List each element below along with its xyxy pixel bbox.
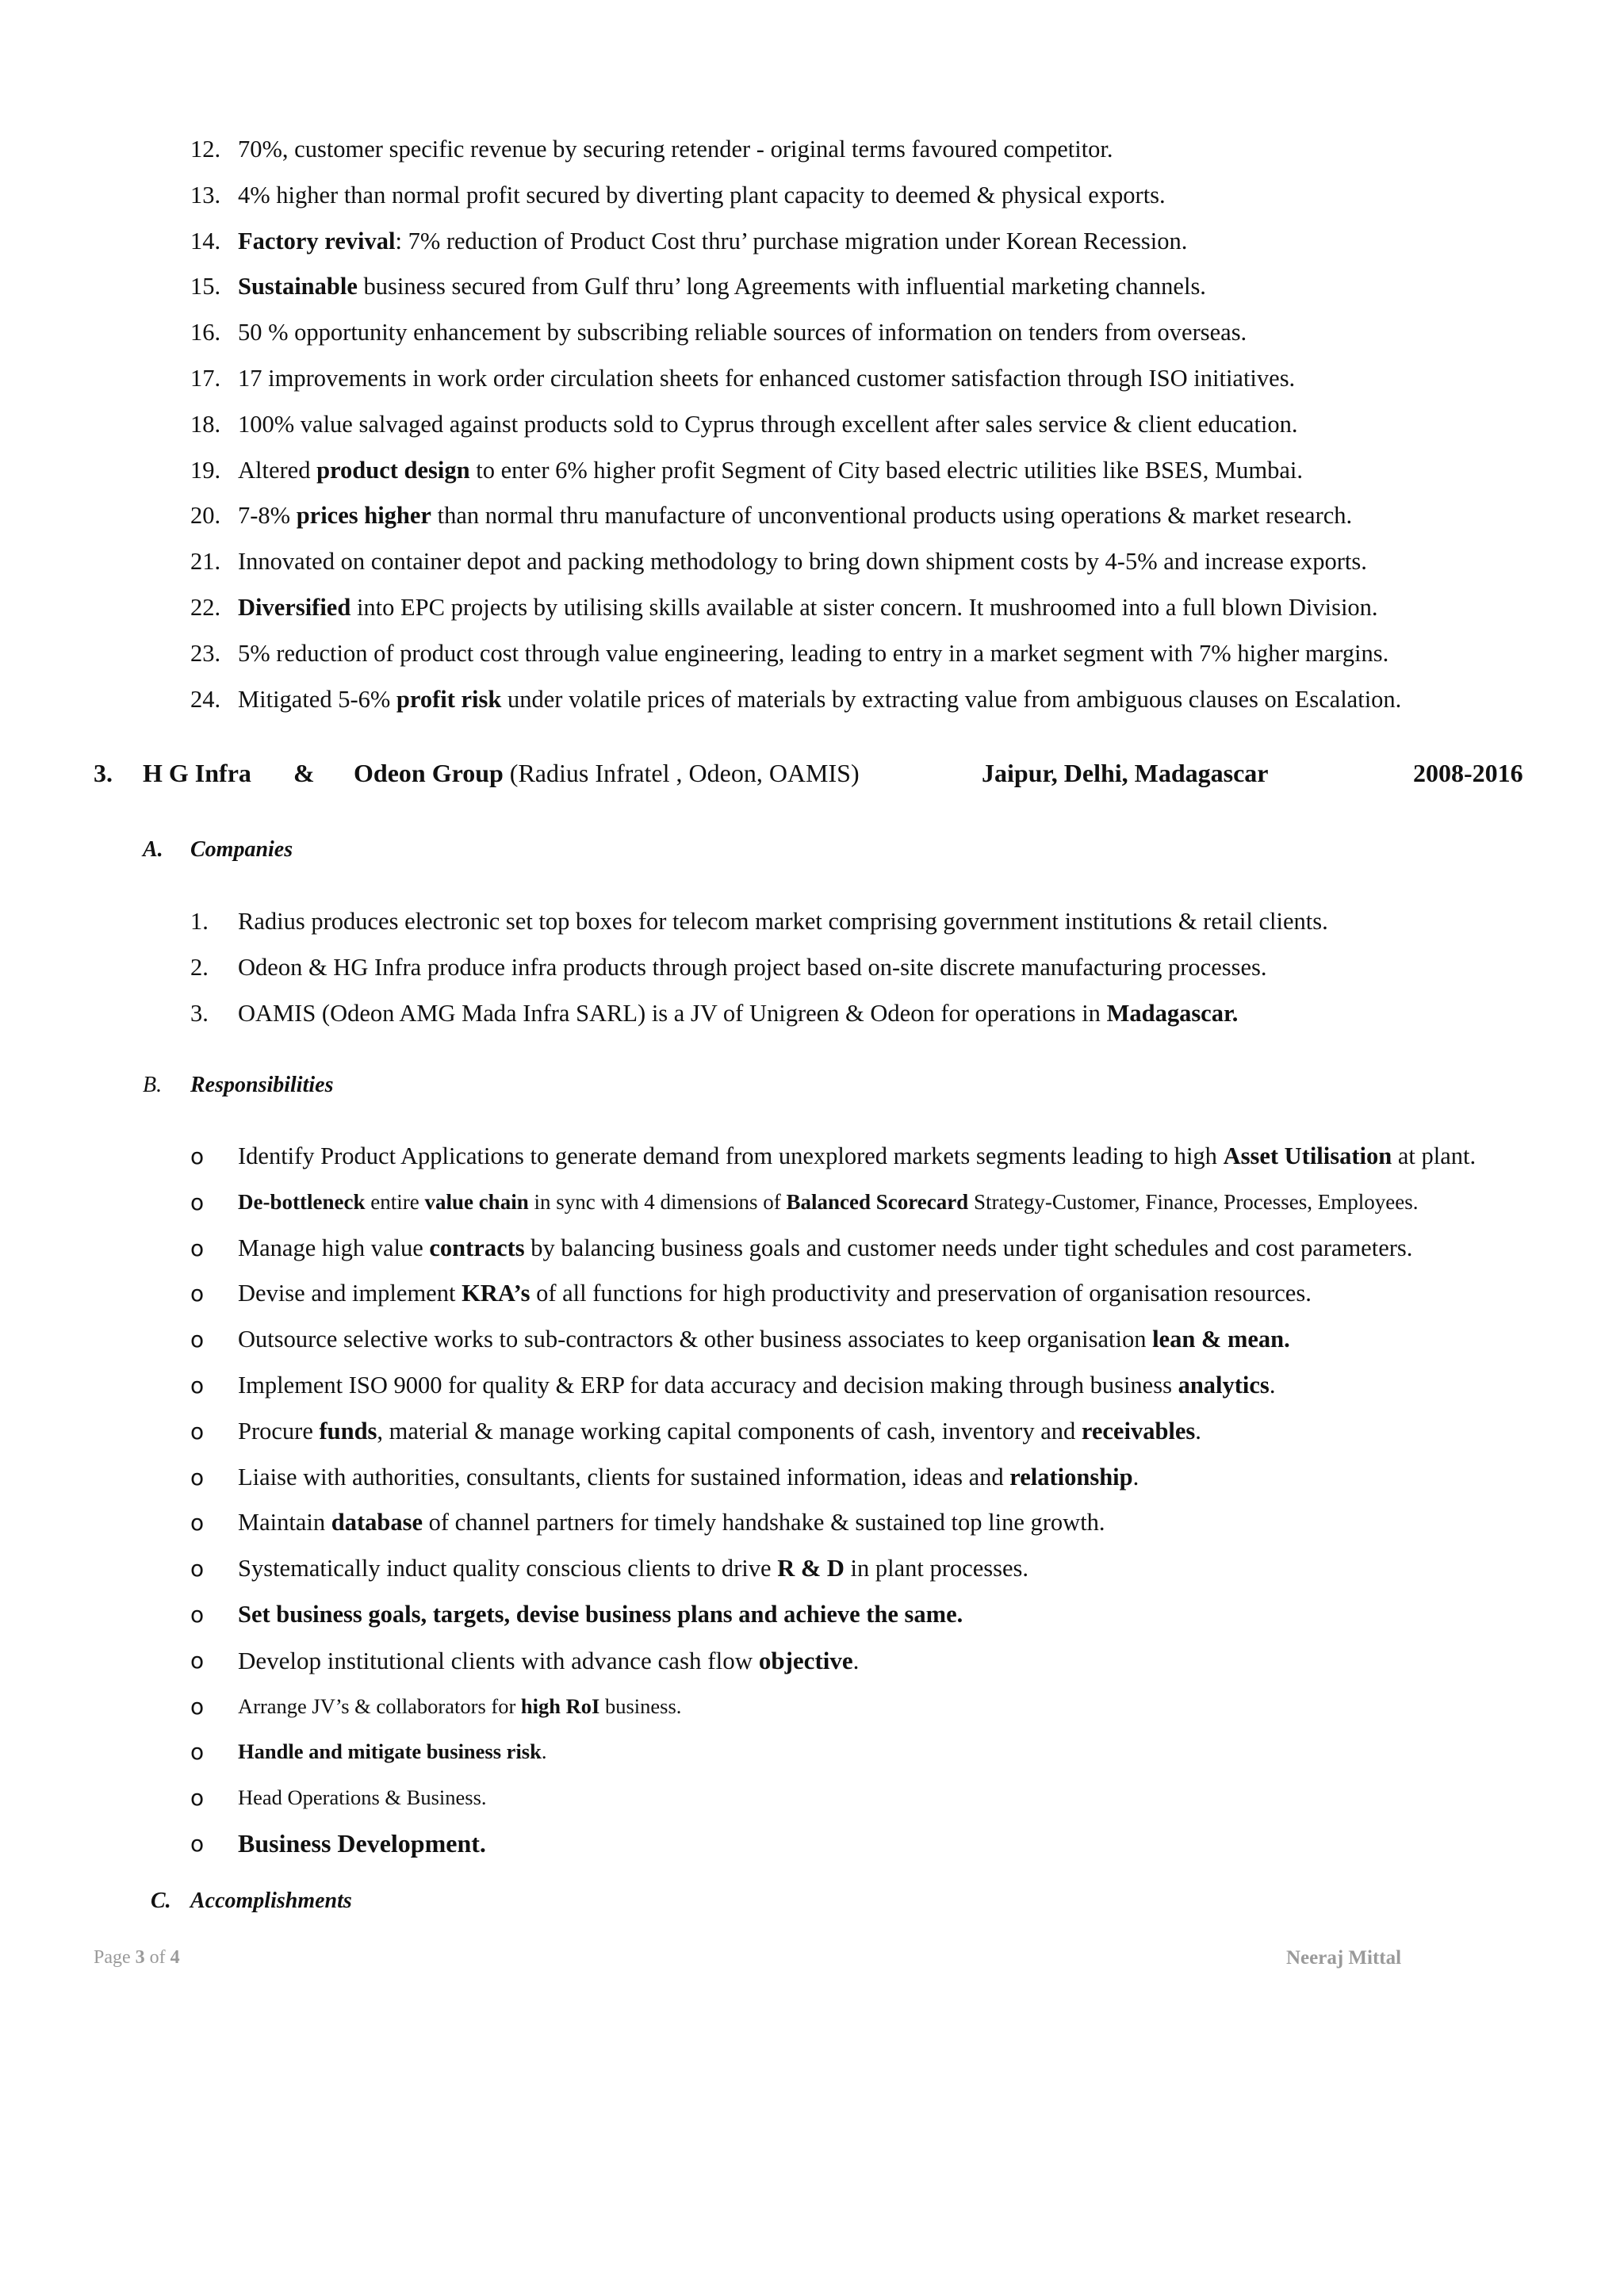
text-run: of channel partners for timely handshake & sustained top line growth. [423,1509,1105,1536]
list-text [238,310,1247,356]
text-run: . [541,1739,547,1764]
list-bullet: o [190,1464,205,1490]
text-run: 7-8% [238,502,297,530]
text-run: Innovated on container depot and packing methodology to bring down shipment costs by 4-5% and increase exports. [238,548,1367,576]
list-text [238,1638,859,1684]
list-text [238,1500,1105,1546]
text-run: Mitigated 5-6% [238,685,396,713]
text-run: 70%, customer specific revenue by securing retender - original terms favoured competitor. [238,136,1113,163]
accomplishment-item [0,310,1624,356]
accomplishment-item [0,356,1624,402]
text-run: Head Operations & Business. [238,1785,487,1810]
list-number: 1. [190,908,209,935]
page-number [94,1947,180,1969]
list-text [238,1775,487,1821]
list-number: 24. [190,685,221,713]
list-text [238,631,1388,677]
responsibilities-label: Responsibilities [190,1073,334,1097]
text-run: Altered [238,456,317,484]
section-number: 3. [94,759,113,787]
list-bullet: o [190,1143,205,1169]
list-text [238,1409,1201,1455]
list-text [238,127,1113,173]
accomplishment-item [0,585,1624,631]
list-number: 3. [190,999,209,1027]
list-bullet: o [190,1601,205,1628]
responsibilities-letter: B. [143,1073,163,1097]
list-text [238,173,1166,219]
list-number: 16. [190,319,221,346]
text-run: Liaise with authorities, consultants, clients for sustained information, ideas and [238,1463,1010,1490]
accomplishment-item [0,127,1624,173]
list-number: 22. [190,593,221,621]
text-run: Strategy-Customer, Finance, Processes, Employees. [968,1189,1419,1214]
bold-text: database [331,1509,423,1536]
author-name: Neeraj Mittal [1286,1947,1402,1969]
list-number: 15. [190,273,221,300]
accomplishment-item [0,493,1624,539]
text-run: Maintain [238,1509,331,1536]
list-text [238,1592,963,1638]
accomplishments-list [0,127,1624,722]
page-prefix: Page [94,1947,136,1968]
text-run: , material & manage working capital components of cash, inventory and [377,1417,1082,1445]
accomplishment-item [0,264,1624,310]
bold-text: contracts [429,1234,525,1261]
text-run: in sync with 4 dimensions of [528,1189,787,1214]
text-run: Outsource selective works to sub-contractors & other business associates to keep organisation [238,1326,1153,1353]
list-text [238,1546,1028,1592]
text-run: 4% higher than normal profit secured by diverting plant capacity to deemed & physical exports. [238,181,1166,209]
text-run: entire [365,1189,425,1214]
text-run: of all functions for high productivity and preservation of organisation resources. [530,1280,1312,1307]
list-bullet: o [190,1326,205,1353]
list-text [238,1455,1139,1501]
bold-text: Business Development. [238,1828,486,1858]
responsibility-item [0,1500,1624,1546]
list-bullet: o [190,1280,205,1307]
responsibility-item [0,1317,1624,1363]
text-run: Develop institutional clients with advance cash flow [238,1646,759,1674]
bold-text: prices higher [296,502,431,530]
bold-text: Sustainable [238,273,358,300]
list-bullet: o [190,1510,205,1536]
list-text [238,1821,486,1867]
company-odeon [354,753,860,793]
bold-text: De-bottleneck [238,1189,366,1214]
list-text [238,1226,1412,1272]
bold-text: KRA’s [462,1280,530,1307]
text-run: by balancing business goals and customer needs under tight schedules and cost parameters. [524,1234,1413,1261]
section-years: 2008-2016 [1413,759,1523,787]
list-bullet: o [190,1693,205,1720]
responsibility-item [0,1546,1624,1592]
list-bullet: o [190,1830,205,1857]
bold-text: funds [319,1417,377,1445]
accomplishment-item [0,402,1624,448]
bold-text: lean & mean. [1152,1326,1290,1353]
company-item [0,945,1624,991]
list-text [238,402,1298,448]
list-text [238,585,1378,631]
bold-text: Madagascar. [1106,999,1239,1027]
text-run: Implement ISO 9000 for quality & ERP for data accuracy and decision making through business [238,1371,1178,1399]
list-bullet: o [190,1647,205,1674]
company-odeon-name: Odeon Group [354,759,504,787]
companies-letter: A. [143,837,163,862]
section-locations: Jaipur, Delhi, Madagascar [982,759,1269,787]
list-bullet: o [190,1234,205,1261]
list-text [238,493,1352,539]
text-run: Radius produces electronic set top boxes for telecom market comprising government institutions & retail clients. [238,908,1328,935]
list-text [238,448,1303,494]
list-bullet: o [190,1418,205,1445]
text-run: in plant processes. [844,1555,1029,1582]
list-text [238,356,1295,402]
list-number: 13. [190,181,221,209]
text-run: 100% value salvaged against products sold to Cyprus through excellent after sales service & client education. [238,410,1298,438]
list-bullet: o [190,1739,205,1766]
text-run: into EPC projects by utilising skills available at sister concern. It mushroomed into a full blown Division. [350,593,1378,621]
text-run: Identify Product Applications to generate demand from unexplored markets segments leading to high [238,1142,1224,1169]
list-number: 2. [190,953,209,981]
text-run: Manage high value [238,1234,430,1261]
bold-text: profit risk [396,685,502,713]
list-bullet: o [190,1188,205,1215]
list-number: 23. [190,639,221,667]
text-run: than normal thru manufacture of unconventional products using operations & market research. [431,502,1353,530]
accomplishment-item [0,677,1624,723]
text-run: Systematically induct quality conscious clients to drive [238,1555,778,1582]
bold-text: objective [758,1646,853,1674]
text-run: under volatile prices of materials by extracting value from ambiguous clauses on Escalation. [501,685,1402,713]
list-number: 19. [190,456,221,484]
text-run: business. [599,1693,682,1718]
list-number: 21. [190,548,221,576]
list-text [238,264,1206,310]
list-text [238,1180,1419,1226]
accomplishment-item [0,448,1624,494]
text-run: at plant. [1392,1142,1477,1169]
responsibility-item [0,1455,1624,1501]
text-run: . [1269,1371,1276,1399]
bold-text: R & D [777,1555,845,1582]
companies-list [0,899,1624,1036]
list-text [238,945,1267,991]
list-text [238,991,1238,1037]
company-hg-infra: H G Infra [143,759,251,787]
list-text [238,539,1367,585]
responsibility-item [0,1226,1624,1272]
text-run: 50 % opportunity enhancement by subscribing reliable sources of information on tenders from overseas. [238,319,1247,346]
page-total: 4 [170,1947,180,1968]
responsibility-item [0,1409,1624,1455]
text-run: Devise and implement [238,1280,462,1307]
responsibility-item [0,1271,1624,1317]
bold-text: relationship [1009,1463,1133,1490]
accomplishment-item [0,173,1624,219]
list-text [238,219,1187,265]
company-item [0,991,1624,1037]
page-current: 3 [135,1947,145,1968]
bold-text: receivables [1081,1417,1196,1445]
text-run: to enter 6% higher profit Segment of City based electric utilities like BSES, Mumbai. [469,456,1303,484]
bold-text: high RoI [520,1693,600,1718]
bold-text: Diversified [238,593,351,621]
accomplishment-item [0,539,1624,585]
page-of: of [144,1947,170,1968]
accomplishments-label: Accomplishments [190,1888,352,1913]
list-bullet: o [190,1372,205,1399]
bold-text: value chain [424,1189,529,1214]
text-run: 5% reduction of product cost through value engineering, leading to entry in a market segment with 7% higher margins. [238,639,1389,667]
list-number: 14. [190,227,221,254]
text-run: . [852,1646,860,1674]
list-text [238,677,1401,723]
list-bullet: o [190,1785,205,1812]
responsibility-item [0,1180,1624,1226]
text-run: OAMIS (Odeon AMG Mada Infra SARL) is a JV of Unigreen & Odeon for operations in [238,999,1107,1027]
list-bullet: o [190,1556,205,1582]
text-run: business secured from Gulf thru’ long Agreements with influential marketing channels. [357,273,1206,300]
bold-text: Asset Utilisation [1223,1142,1392,1169]
accomplishments-letter: C. [151,1888,171,1913]
responsibility-item [0,1821,1624,1867]
responsibility-item [0,1363,1624,1409]
list-text [238,899,1328,945]
bold-text: product design [316,456,470,484]
text-run: : 7% reduction of Product Cost thru’ purchase migration under Korean Recession. [395,227,1188,254]
responsibilities-list [0,1134,1624,1867]
list-text [238,1317,1290,1363]
bold-text: Set business goals, targets, devise business plans and achieve the same. [238,1600,963,1628]
list-text [238,1729,546,1775]
bold-text: analytics [1178,1371,1270,1399]
responsibility-item [0,1684,1624,1730]
list-number: 20. [190,502,221,530]
bold-text: Handle and mitigate business risk [238,1739,542,1764]
list-number: 18. [190,410,221,438]
companies-label: Companies [190,837,293,862]
text-run: . [1195,1417,1201,1445]
list-text [238,1363,1275,1409]
responsibility-item [0,1592,1624,1638]
company-odeon-detail: (Radius Infratel , Odeon, OAMIS) [503,759,860,787]
list-text [238,1684,681,1730]
responsibility-item [0,1775,1624,1821]
text-run: Procure [238,1417,320,1445]
responsibility-item [0,1729,1624,1775]
text-run: . [1132,1463,1139,1490]
accomplishment-item [0,219,1624,265]
list-text [238,1271,1312,1317]
bold-text: Factory revival [238,227,396,254]
ampersand: & [293,759,315,787]
responsibility-item [0,1134,1624,1180]
list-text [238,1134,1476,1180]
accomplishment-item [0,631,1624,677]
list-number: 17. [190,364,221,392]
text-run: Odeon & HG Infra produce infra products through project based on-site discrete manufacturing processes. [238,953,1267,981]
text-run: 17 improvements in work order circulation sheets for enhanced customer satisfaction through ISO initiatives. [238,364,1296,392]
bold-text: Balanced Scorecard [786,1189,969,1214]
company-item [0,899,1624,945]
text-run: Arrange JV’s & collaborators for [238,1693,521,1718]
responsibility-item [0,1638,1624,1684]
list-number: 12. [190,136,221,163]
